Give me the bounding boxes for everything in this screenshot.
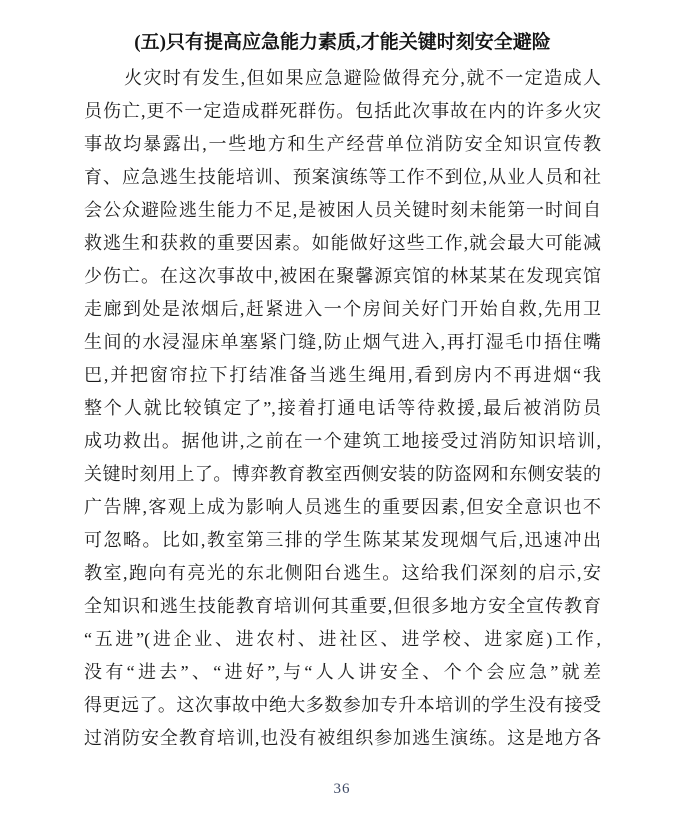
paragraph-line: 成功救出。据他讲,之前在一个建筑工地接受过消防知识培训,: [84, 431, 601, 451]
paragraph-line: “五进”(进企业、进农村、进社区、进学校、进家庭)工作,: [84, 629, 601, 649]
paragraph-line: 巴,并把窗帘拉下打结准备当逃生绳用,看到房内不再进烟“我: [84, 365, 601, 385]
paragraph-line: 可忽略。比如,教室第三排的学生陈某某发现烟气后,迅速冲出: [84, 530, 601, 550]
paragraph-line: 教室,跑向有亮光的东北侧阳台逃生。这给我们深刻的启示,安: [84, 563, 601, 583]
paragraph: [84, 62, 601, 755]
paragraph-line: 员伤亡,更不一定造成群死群伤。包括此次事故在内的许多火灾: [84, 101, 601, 121]
paragraph-line: 关键时刻用上了。博弈教育教室西侧安装的防盗网和东侧安装的: [84, 464, 601, 484]
paragraph-line: 得更远了。这次事故中绝大多数参加专升本培训的学生没有接受: [84, 695, 601, 715]
paragraph-line: 生间的水浸湿床单塞紧门缝,防止烟气进入,再打湿毛巾捂住嘴: [84, 332, 601, 352]
paragraph-line: 没有“进去”、“进好”,与“人人讲安全、个个会应急”就差: [84, 662, 601, 682]
paragraph-line: 会公众避险逃生能力不足,是被困人员关键时刻未能第一时间自: [84, 200, 601, 220]
paragraph-line: 过消防安全教育培训,也没有被组织参加逃生演练。这是地方各: [84, 728, 601, 748]
page-number: 36: [333, 781, 351, 797]
paragraph-line: 广告牌,客观上成为影响人员逃生的重要因素,但安全意识也不: [84, 497, 601, 517]
paragraph-line: 整个人就比较镇定了”,接着打通电话等待救援,最后被消防员: [84, 398, 601, 418]
paragraph-line: 事故均暴露出,一些地方和生产经营单位消防安全知识宣传教: [84, 134, 601, 154]
paragraph-line: 少伤亡。在这次事故中,被困在聚馨源宾馆的林某某在发现宾馆: [84, 266, 601, 286]
section-heading: (五)只有提高应急能力素质,才能关键时刻安全避险: [134, 32, 551, 53]
paragraph-line: 育、应急逃生技能培训、预案演练等工作不到位,从业人员和社: [84, 167, 601, 187]
paragraph-line: 全知识和逃生技能教育培训何其重要,但很多地方安全宣传教育: [84, 596, 601, 616]
paragraph-line: 火灾时有发生,但如果应急避险做得充分,就不一定造成人: [124, 68, 601, 88]
document-body: [84, 24, 601, 755]
paragraph-line: 走廊到处是浓烟后,赶紧进入一个房间关好门开始自救,先用卫: [84, 299, 601, 319]
paragraph-line: 救逃生和获救的重要因素。如能做好这些工作,就会最大可能减: [84, 233, 601, 253]
